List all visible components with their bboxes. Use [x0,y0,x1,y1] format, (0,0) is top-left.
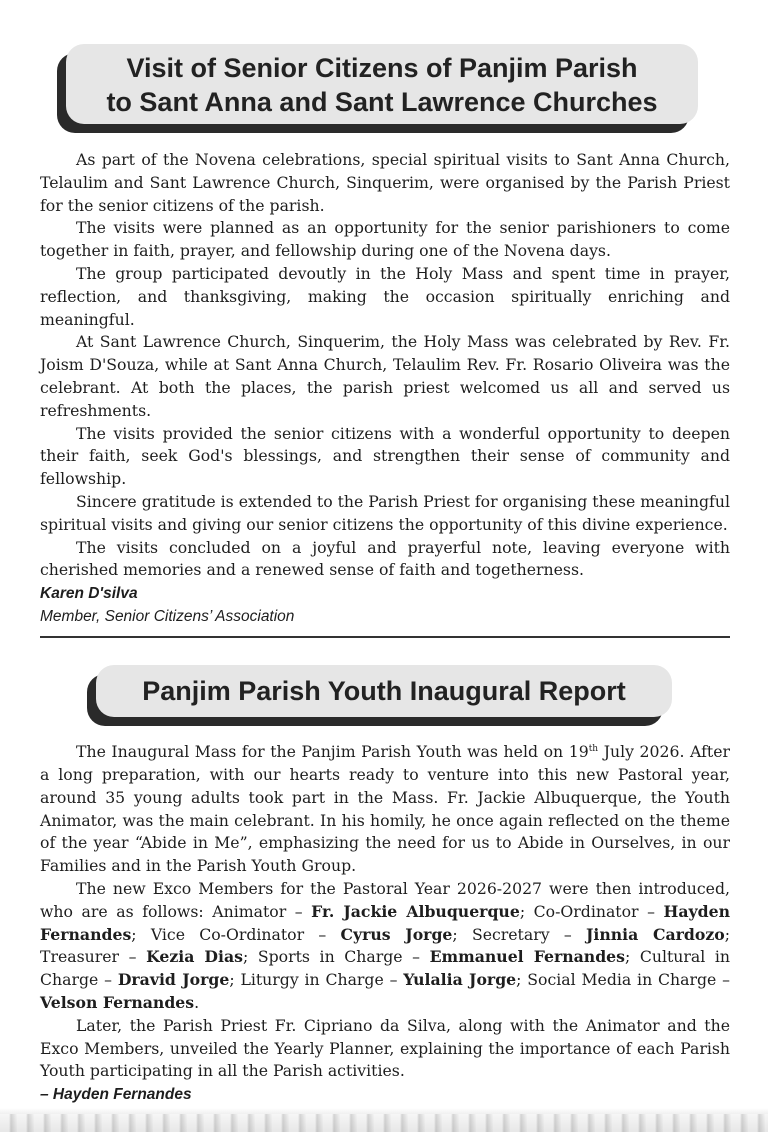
article2-paragraph-3: Later, the Parish Priest Fr. Cipriano da Silva, along with the Animator and the Exco Members, unveiled the Yearly Planner, explaining the importance of each Parish Youth participating in all the Parish activities. [40,1015,730,1081]
article1-body [40,149,730,628]
exco-separator: ; [131,924,151,944]
exco-separator: ; [516,970,528,990]
p1-text-start: The Inaugural Mass for the Panjim Parish Youth was held on 19 [76,742,589,762]
exco-member-name: Kezia Dias [146,947,243,967]
article2-paragraph-2 [40,878,730,1015]
exco-member-name: Cyrus Jorge [340,924,453,944]
exco-member-name: Dravid Jorge [117,970,230,990]
article1-paragraph: The visits were planned as an opportunity for the senior parishioners to come together in faith, prayer, and fellowship during one of the Novena days. [40,218,730,261]
exco-role-label: Animator – [212,901,312,921]
article1-title-line1: Visit of Senior Citizens of Panjim Parish [126,53,638,83]
p2-intro: The new Exco Members for the Pastoral Year 2026-2027 were then introduced, who are as follows: [40,879,730,921]
exco-role-label: Vice Co-Ordinator – [150,924,341,944]
exco-member-name: Jinnia Cardozo [585,924,725,944]
exco-member-name: Velson Fernandes [40,993,195,1012]
article2-title-box [96,665,672,717]
exco-role-label: Liturgy in Charge – [240,970,404,990]
exco-separator: ; [452,924,472,944]
section-divider [40,636,730,638]
article2-paragraph-1 [40,738,730,878]
p1-text-end: July 2026. After a long preparation, with our hearts ready to venture into this new Pastoral year, around 35 young adults took part in the Mass. Fr. Jackie Albuquerque, the Youth Animator, was the main celebrant. In his homily, he once again reflected on the theme of the year “Abide in Me”, emphasizing the need for us to Abide in Ourselves, in our Families and in the Parish Youth Group. [40,742,730,876]
exco-role-label: Co-Ordinator – [533,901,664,921]
exco-role-label: Secretary – [471,924,586,944]
p1-superscript: th [588,744,599,754]
exco-member-name: Yulalia Jorge [403,970,517,990]
article1-paragraph: The visits provided the senior citizens with a wonderful opportunity to deepen their faith, seek God's blessings, and strengthen their sense of community and fellowship. [40,423,730,489]
article1-paragraph: The group participated devoutly in the Holy Mass and spent time in prayer, reflection, and thanksgiving, making the occasion spiritually enriching and meaningful. [40,263,730,329]
article2-title: Panjim Parish Youth Inaugural Report [142,676,626,706]
article1-paragraph: As part of the Novena celebrations, special spiritual visits to Sant Anna Church, Telaulim and Sant Lawrence Church, Sinquerim, were organised by the Parish Priest for the senior citizens of the parish. [40,150,730,215]
exco-role-label: Cultural in Charge – [40,947,730,990]
article1-paragraph: The visits concluded on a joyful and prayerful note, leaving everyone with cherished memories and a renewed sense of faith and togetherness. [40,537,730,580]
article1-paragraph: At Sant Lawrence Church, Sinquerim, the Holy Mass was celebrated by Rev. Fr. Joism D'Souza, while at Sant Anna Church, Telaulim Rev. Fr. Rosario Oliveira was the celebrant. At both the places, the parish priest welcomed us all and served us refreshments. [40,332,730,420]
article1-paragraph: Sincere gratitude is extended to the Parish Priest for organising these meaningful spiritual visits and giving our senior citizens the opportunity of this divine experience. [40,491,730,534]
exco-separator: ; [229,970,241,990]
article2-author: – Hayden Fernandes [40,1086,192,1104]
article1-author-role: Member, Senior Citizens’ Association [40,608,295,626]
exco-separator: ; [724,924,731,944]
exco-member-name: Hayden Fernandes [40,901,730,944]
exco-role-label: Treasurer – [40,947,147,967]
exco-member-name: Fr. Jackie Albuquerque [311,901,520,921]
exco-separator: ; [624,947,640,967]
exco-member-name: Emmanuel Fernandes [429,947,625,967]
article1-title-line2: to Sant Anna and Sant Lawrence Churches [106,87,658,117]
decorative-bottom-band [0,1108,768,1132]
article2-body [40,738,730,1129]
exco-role-label: Social Media in Charge – [527,970,730,990]
article1-title-box [66,44,698,124]
exco-separator: ; [519,901,534,921]
exco-role-label: Sports in Charge – [257,947,430,967]
article1-author: Karen D'silva [40,585,138,603]
exco-separator: ; [243,947,258,967]
exco-separator: . [194,993,200,1012]
